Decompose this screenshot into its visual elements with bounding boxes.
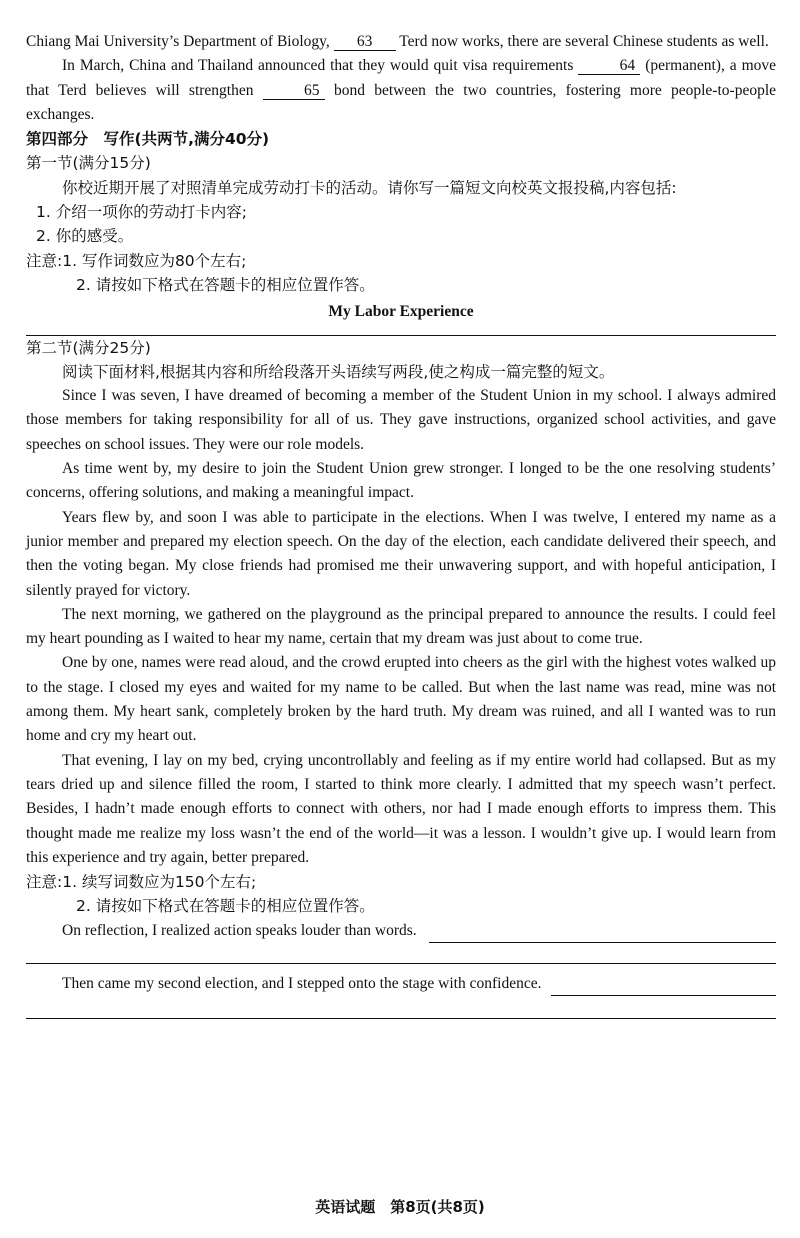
- passage-text: In March, China and Thailand announced that they would quit visa requirements: [62, 57, 574, 75]
- passage-text: (permanent), a move that Terd believes will strengthen: [26, 57, 777, 99]
- blank-63[interactable]: 63: [334, 33, 396, 51]
- page-footer: 英语试题 第8页(共8页): [315, 1198, 485, 1216]
- passage-text: Terd now works, there are several Chinese students as well.: [399, 33, 769, 50]
- passage-text: bond between the two countries, fostering more people-to-people exchanges.: [26, 81, 777, 123]
- writing-line[interactable]: [26, 963, 776, 964]
- section1-note-1: 注意:1. 写作词数应为80个左右;: [26, 251, 247, 270]
- section1-item-2: 2. 你的感受。: [36, 227, 134, 246]
- blank-65[interactable]: 65: [263, 82, 325, 100]
- essay-title: My Labor Experience: [328, 303, 474, 321]
- section2-note-2: 2. 请按如下格式在答题卡的相应位置作答。: [76, 897, 375, 916]
- section2-title: 第二节(满分25分): [26, 338, 151, 357]
- story-paragraph-1: Since I was seven, I have dreamed of becoming a member of the Student Union in my school. I always admired those members for taking responsibility for all of us. They gave instructions, organized school activities, and gave speeches on school issues. They were our role models.: [26, 387, 776, 453]
- exam-page: [26, 30, 776, 1019]
- continuation-opener-2-row: [26, 972, 776, 996]
- section2-note-1: 注意:1. 续写词数应为150个左右;: [26, 873, 257, 892]
- section1-item-1: 1. 介绍一项你的劳动打卡内容;: [36, 203, 247, 222]
- section1-prompt: 你校近期开展了对照清单完成劳动打卡的活动。请你写一篇短文向校英文报投稿,内容包括:: [62, 178, 677, 197]
- story-paragraph-6: That evening, I lay on my bed, crying uncontrollably and feeling as if my entire world had collapsed. But as my tears dried up and silence filled the room, I started to think more clearly. I admitted that my speech wasn’t perfect. Besides, I hadn’t made enough efforts to connect with others, nor had I made enough efforts to impress them. This thought made me realize my loss wasn’t the end of the world—it was a lesson. I wouldn’t give up. I would learn from this experience and try again, better prepared.: [26, 751, 776, 866]
- passage-text: Chiang Mai University’s Department of Biology,: [26, 33, 330, 50]
- passage-paragraph-1: [26, 30, 776, 54]
- story-paragraph-2: As time went by, my desire to join the Student Union grew stronger. I longed to be the one resolving students’ concerns, offering solutions, and making a meaningful impact.: [26, 460, 776, 502]
- section1-title: 第一节(满分15分): [26, 154, 151, 173]
- continuation-opener-1-row: [26, 919, 776, 943]
- continuation-opener-1: On reflection, I realized action speaks louder than words.: [62, 921, 417, 939]
- story-paragraph-3: Years flew by, and soon I was able to participate in the elections. When I was twelve, I entered my name as a junior member and prepared my election speech. On the day of the election, each candidate delivered their speech, and then the voting began. My close friends had promised me their unwavering support, and with hopeful anticipation, I silently prayed for victory.: [26, 508, 776, 599]
- story-paragraph-5: One by one, names were read aloud, and the crowd erupted into cheers as the girl with the highest votes walked up to the stage. I closed my eyes and waited for my name to be called. But when the last name was read, mine was not among them. My heart sank, completely broken by the hard truth. My dream was ruined, and all I wanted was to run home and cry my heart out.: [26, 654, 776, 745]
- part4-title: 第四部分 写作(共两节,满分40分): [26, 130, 270, 149]
- continuation-opener-2: Then came my second election, and I stepped onto the stage with confidence.: [62, 974, 542, 992]
- blank-64[interactable]: 64: [578, 57, 640, 75]
- story-paragraph-4: The next morning, we gathered on the playground as the principal prepared to announce the results. I could feel my heart pounding as I waited to hear my name, certain that my dream was just about to come true.: [26, 605, 776, 648]
- writing-line[interactable]: [26, 1018, 776, 1019]
- writing-line[interactable]: [429, 928, 776, 943]
- section2-prompt: 阅读下面材料,根据其内容和所给段落开头语续写两段,使之构成一篇完整的短文。: [62, 362, 615, 381]
- passage-paragraph-2: [26, 54, 776, 127]
- writing-line[interactable]: [551, 981, 776, 996]
- section1-note-2: 2. 请按如下格式在答题卡的相应位置作答。: [76, 275, 375, 294]
